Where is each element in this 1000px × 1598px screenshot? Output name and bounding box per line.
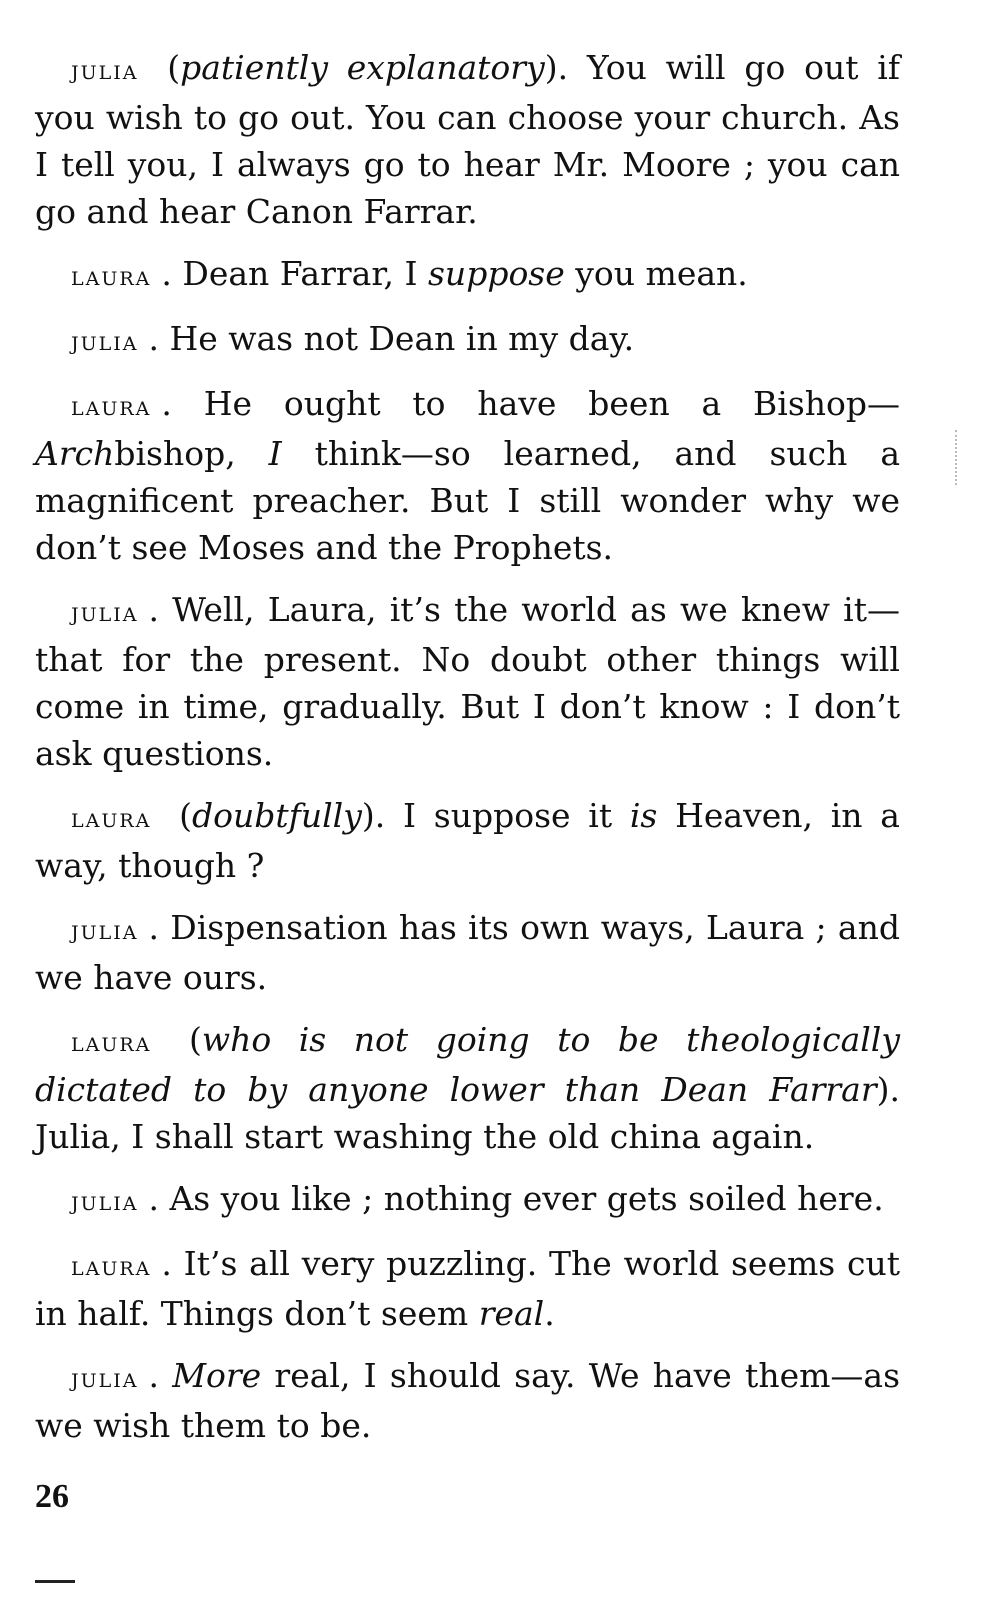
speaker-name: julia [71, 1363, 139, 1394]
speaker-name: laura [71, 803, 152, 834]
emphasis: Arch [35, 434, 115, 473]
speaker-name: julia [71, 597, 139, 628]
dialogue-paragraph: laura . He ought to have been a Bishop—Archbishop, I think—so learned, and such a magnificent preacher. But I still wonder why we don’t see Moses and the Prophets. [35, 384, 900, 567]
page-number: 26 [35, 1478, 69, 1515]
dialogue-paragraph: laura . It’s all very puzzling. The world seems cut in half. Things don’t seem real. [35, 1244, 900, 1333]
dialogue-paragraph: julia . More real, I should say. We have them—as we wish them to be. [35, 1356, 901, 1445]
stage-direction: doubtfully [192, 796, 362, 835]
stage-direction: who is not going to be theologically dictated to by anyone lower than Dean Farrar [35, 1020, 900, 1109]
dialogue-paragraph: julia . As you like ; nothing ever gets soiled here. [71, 1179, 884, 1218]
speaker-name: laura [71, 1027, 152, 1058]
dialogue-paragraph: laura (doubtfully). I suppose it is Heaven, in a way, though ? [35, 796, 900, 885]
speaker-name: julia [71, 915, 139, 946]
dialogue-paragraph: julia . Dispensation has its own ways, Laura ; and we have ours. [35, 908, 900, 997]
dialogue-paragraph: julia . He was not Dean in my day. [71, 319, 635, 358]
emphasis: More [172, 1356, 262, 1395]
dialogue-paragraph: julia (patiently explanatory). You will go out if you wish to go out. You can choose your church. As I tell you, I always go to hear Mr. Moore ; you can go and hear Canon Farrar. [35, 48, 900, 231]
stage-direction: patiently explanatory [180, 48, 545, 87]
emphasis: is [629, 796, 658, 835]
speaker-name: julia [71, 326, 139, 357]
speaker-name: julia [71, 1186, 139, 1217]
emphasis: suppose [428, 254, 565, 293]
dialogue-paragraph: laura (who is not going to be theologically dictated to by anyone lower than Dean Farrar). Julia, I shall start washing the old china again. [35, 1020, 900, 1156]
speaker-name: laura [71, 391, 152, 422]
speaker-name: laura [71, 1251, 152, 1282]
emphasis: I [268, 434, 282, 473]
dialogue-paragraph: laura . Dean Farrar, I suppose you mean. [71, 254, 748, 293]
document-body [35, 44, 900, 1464]
emphasis: real [478, 1294, 545, 1333]
speaker-name: laura [71, 261, 152, 292]
speaker-name: julia [71, 55, 139, 86]
scan-speck [955, 430, 959, 485]
dialogue-paragraph: julia . Well, Laura, it’s the world as we knew it—that for the present. No doubt other things will come in time, gradually. But I don’t know : I don’t ask questions. [35, 590, 900, 773]
bottom-edge-mark [35, 1580, 75, 1583]
